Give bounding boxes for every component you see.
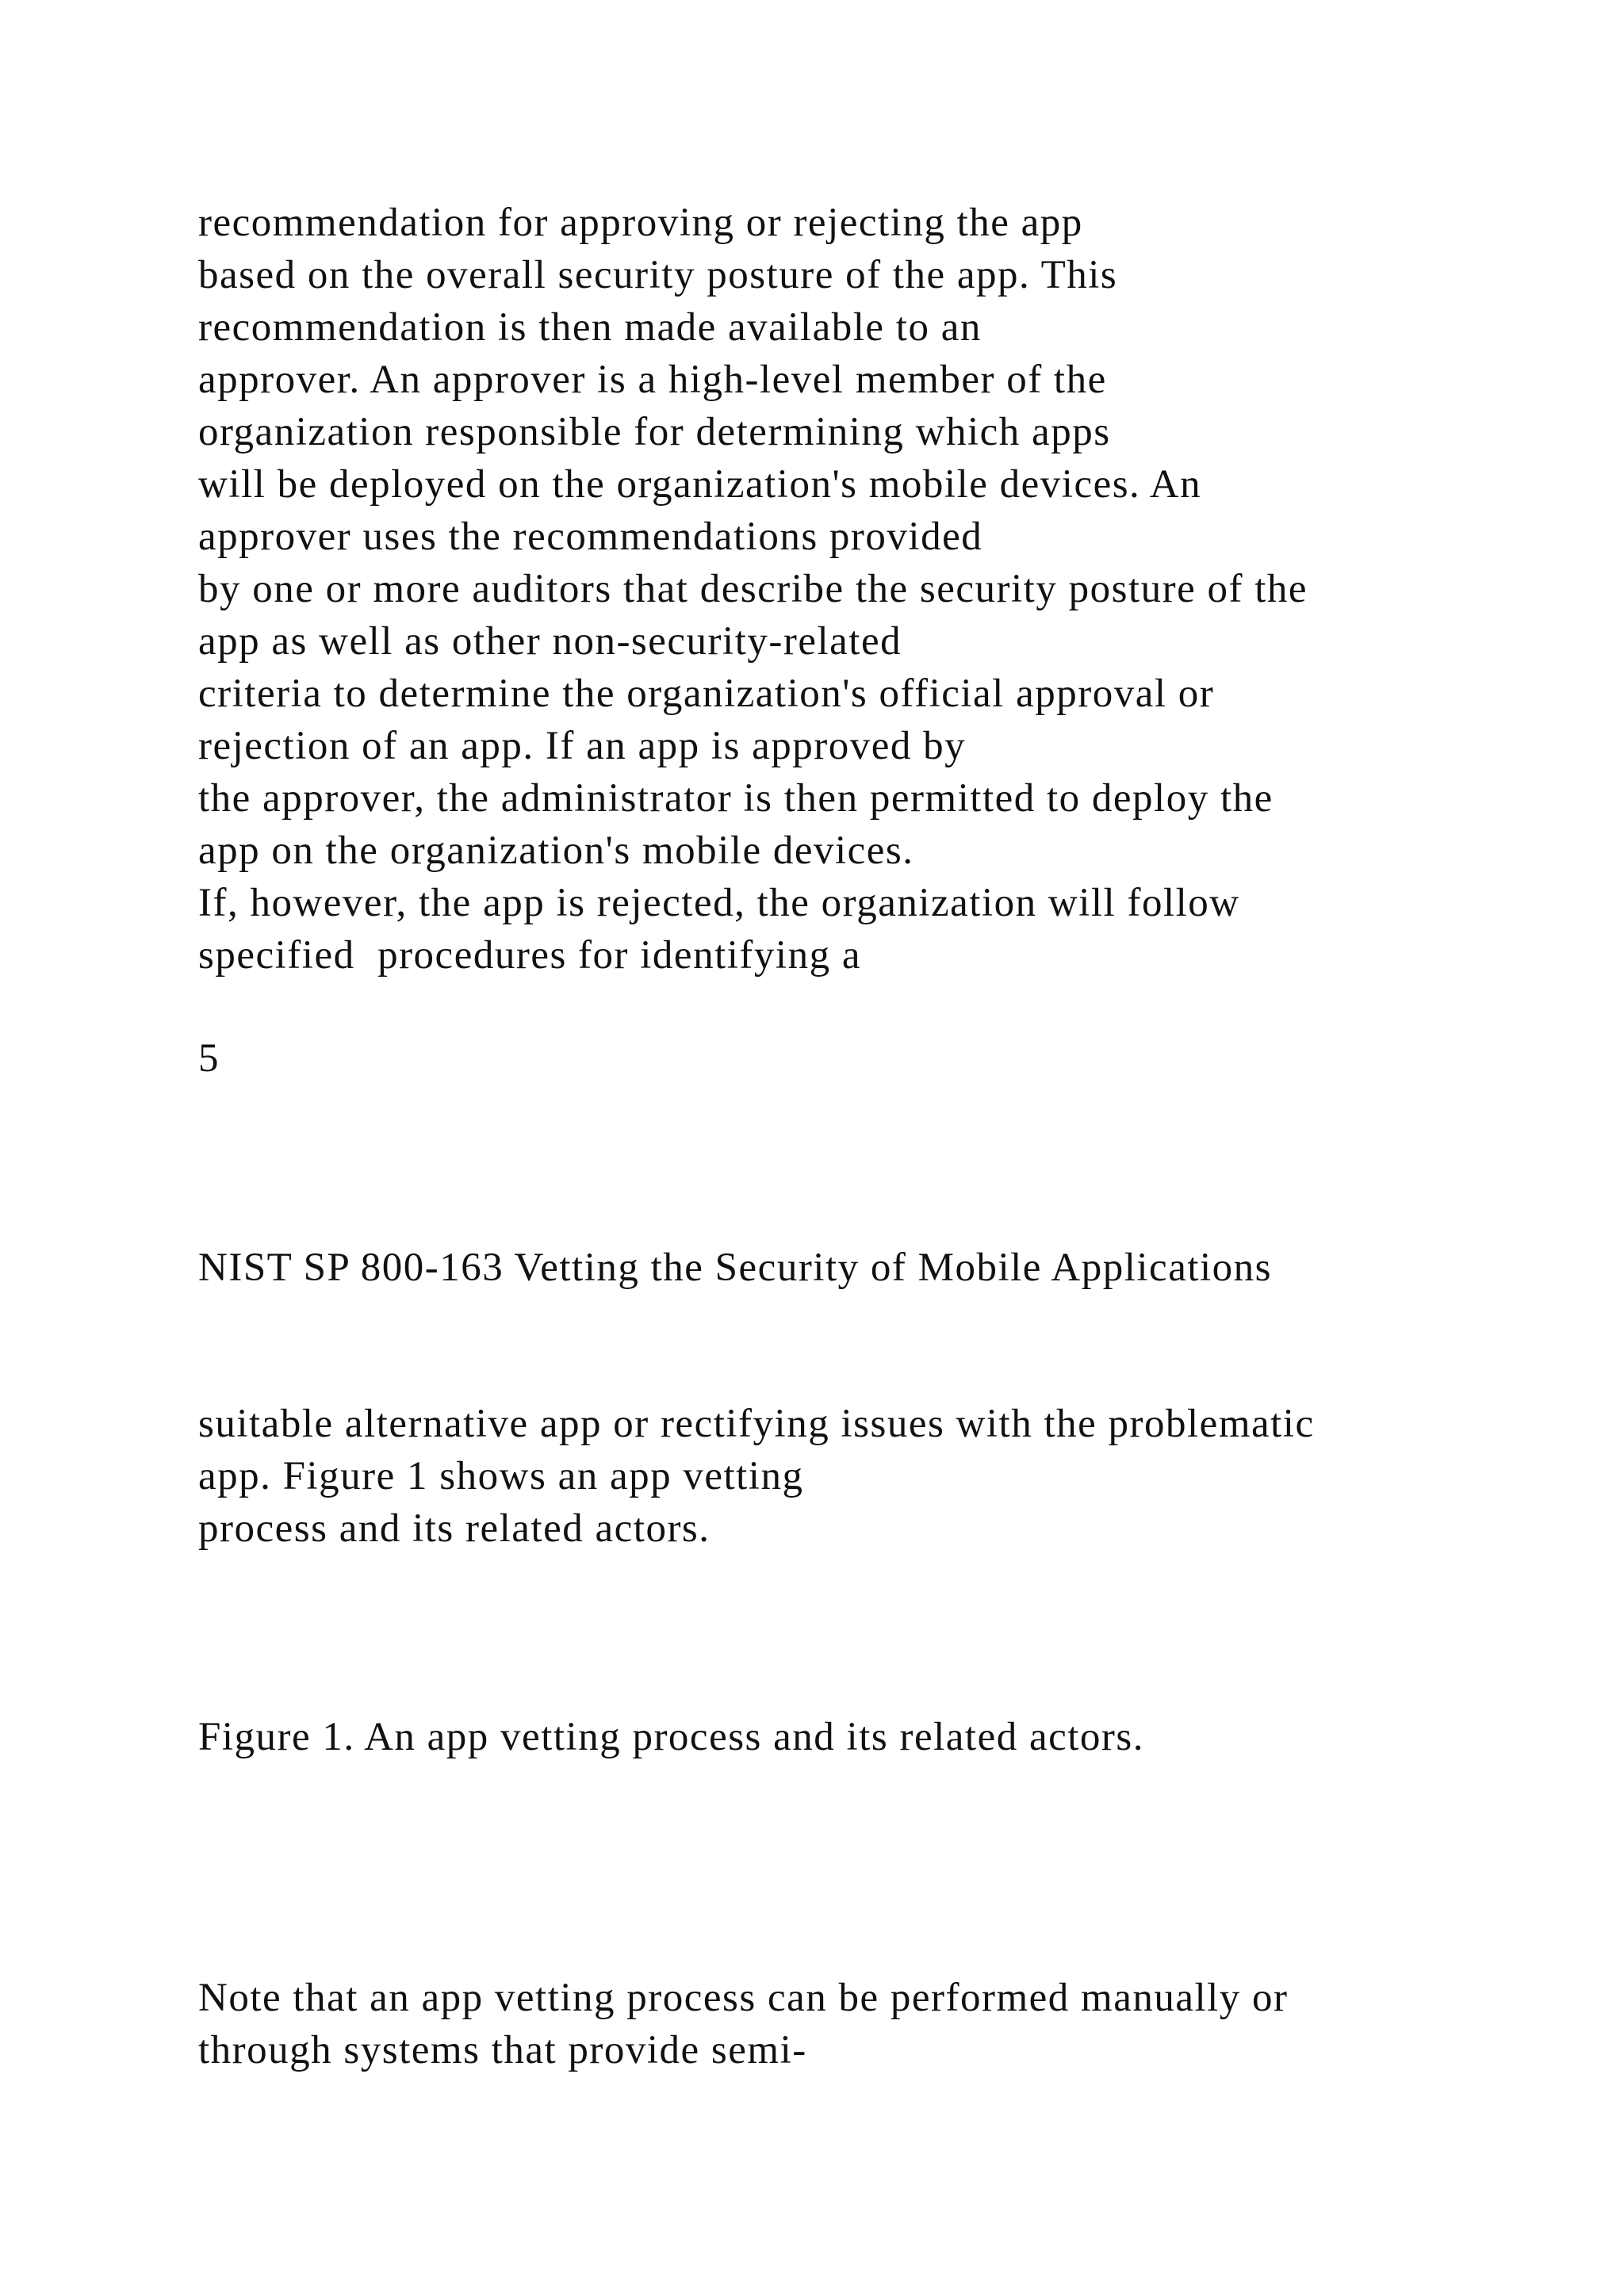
text-line: organization responsible for determining which apps	[198, 410, 1111, 454]
text-line: Note that an app vetting process can be performed manually or	[198, 1976, 1289, 2020]
page-number-text: 5	[198, 1036, 220, 1081]
text-line: rejection of an app. If an app is approved by	[198, 724, 967, 768]
text-line: app on the organization's mobile devices.	[198, 828, 914, 873]
body-paragraph-3	[198, 1972, 1546, 2076]
text-line: specified procedures for identifying a	[198, 933, 861, 978]
text-line: recommendation is then made available to an	[198, 305, 982, 350]
body-paragraph-1	[198, 197, 1546, 982]
text-line: through systems that provide semi-	[198, 2028, 807, 2072]
text-line: the approver, the administrator is then permitted to deploy the	[198, 776, 1274, 821]
text-line: based on the overall security posture of the app. This	[198, 253, 1118, 297]
text-line: recommendation for approving or rejecting the app	[198, 201, 1083, 245]
text-line: will be deployed on the organization's mobile devices. An	[198, 462, 1202, 507]
running-header-text: NIST SP 800-163 Vetting the Security of Mobile Applications	[198, 1246, 1273, 1290]
text-line: app as well as other non-security-related	[198, 619, 902, 664]
text-line: approver. An approver is a high-level member of the	[198, 358, 1107, 402]
text-line: If, however, the app is rejected, the organization will follow	[198, 881, 1240, 925]
page-number	[198, 1032, 1546, 1085]
text-line: approver uses the recommendations provided	[198, 515, 983, 559]
running-header	[198, 1242, 1546, 1294]
text-line: app. Figure 1 shows an app vetting	[198, 1454, 804, 1498]
text-line: suitable alternative app or rectifying issues with the problematic	[198, 1402, 1315, 1446]
figure-caption	[198, 1711, 1546, 1763]
text-line: criteria to determine the organization's official approval or	[198, 672, 1215, 716]
figure-caption-text: Figure 1. An app vetting process and its related actors.	[198, 1715, 1144, 1759]
text-line: by one or more auditors that describe the security posture of the	[198, 567, 1308, 611]
text-line: process and its related actors.	[198, 1506, 710, 1551]
body-paragraph-2	[198, 1398, 1546, 1555]
